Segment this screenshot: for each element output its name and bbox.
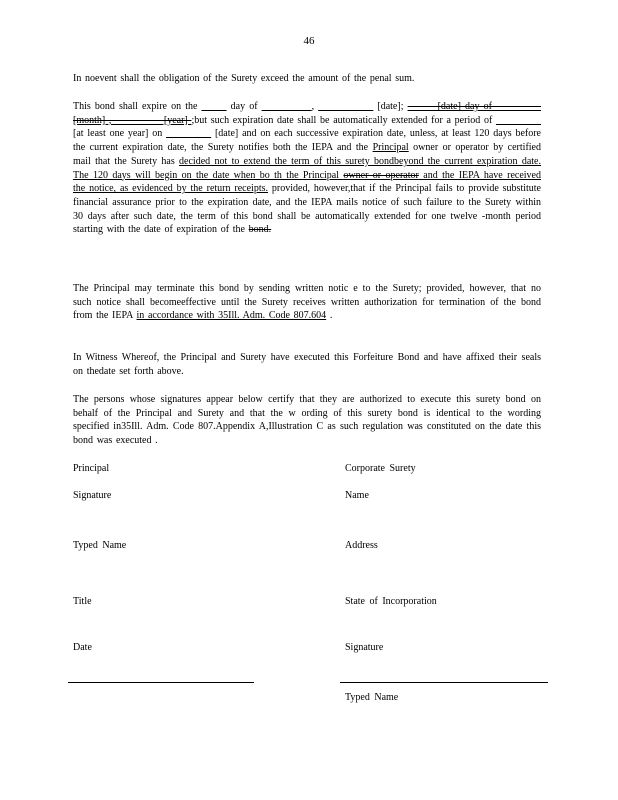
paragraph-penal-sum: In noevent shall the obligation of the Surety exceed the amount of the penal sum. <box>73 73 415 84</box>
blank-year: ___________ <box>318 101 374 112</box>
p2-text-a: This bond shall expire on the <box>73 101 202 112</box>
blank-month: __________ <box>261 101 312 112</box>
blank-day: _____ <box>201 101 227 112</box>
struck-date-clause: ______[date] day of _________ [month] , _________ [year] <box>73 101 542 126</box>
label-typed-name-left: Typed Name <box>73 540 127 551</box>
page-number: 46 <box>303 35 315 47</box>
label-address: Address <box>345 540 378 551</box>
paragraph-certification: The persons whose signatures appear below certify that they are authorized to execute this surety bond on behalf of the Principal and Surety and that the w ording of this surety bond is identical to the wording specified in35Ill. Adm. Code 807.Appendix A,Illustration C as such regulation was constituted on the date this bond was executed . <box>73 394 541 447</box>
signature-line-left <box>68 682 254 683</box>
p3-text-a: The Principal may terminate this bond by sending written notic e to the Surety; provided, however, that no such notice shall becomeeffective until the Surety receives written authorization for termination of the bond from the IEPA <box>73 283 541 322</box>
inserted-clause-2: and the IEPA have received the notice, as evidenced by the return receipts. <box>73 169 541 195</box>
paragraph-expiration <box>73 100 541 237</box>
label-date: Date <box>73 642 92 653</box>
label-signature-left: Signature <box>73 490 112 501</box>
label-typed-name-right: Typed Name <box>345 692 399 703</box>
code-reference-underlined: in accordance with 35Ill. Adm. Code 807.604 <box>136 310 327 322</box>
inserted-clause-1: decided not to extend the term of this surety bondbeyond the current expiration date. The 120 days will begin on the date when bo th the Principal <box>73 155 541 181</box>
label-state-of-incorporation: State of Incorporation <box>345 596 437 607</box>
paragraph-termination <box>73 282 541 323</box>
p2-text-c: [at least one year] on <box>73 128 167 140</box>
label-principal: Principal <box>73 463 110 474</box>
label-title: Title <box>73 596 92 607</box>
p2-text-date: [date]; <box>373 101 408 112</box>
p2-text-comma: , <box>311 101 319 112</box>
blank-on-date: _________ <box>166 128 212 140</box>
p2-text-day-of: day of <box>226 101 262 112</box>
p3-text-end: . <box>326 310 333 322</box>
principal-underlined: Principal <box>372 142 409 154</box>
p2-text-d: [date] and on each successive expiration date, unless, at least 120 days before the current expiration date, the Surety notifies both the IEPA and the <box>73 128 541 154</box>
struck-owner-operator: owner or operator <box>343 169 419 181</box>
p2-text-b: ;but such expiration date shall be automatically extended for a period of <box>191 114 496 126</box>
signature-line-right <box>340 682 548 683</box>
label-name: Name <box>345 490 369 501</box>
label-corporate-surety: Corporate Surety <box>345 463 416 474</box>
blank-period: _________ <box>496 114 541 126</box>
struck-bond: bond. <box>248 224 272 236</box>
label-signature-right: Signature <box>345 642 384 653</box>
p2-text-f: provided, however,that if the Principal fails to provide substitute financial assurance prior to the expiration date, and the IEPA mails notice of such failure to the Surety within 30 days after such date, the term of this bond shall be automatically extended for one twelve -month period starting with the date of expiration of the <box>73 183 541 236</box>
p2-text-e: owner or operator by certified mail that the Surety has <box>73 142 541 167</box>
paragraph-witness: In Witness Whereof, the Principal and Surety have executed this Forfeiture Bond and have affixed their seals on thedate set forth above. <box>73 352 541 377</box>
